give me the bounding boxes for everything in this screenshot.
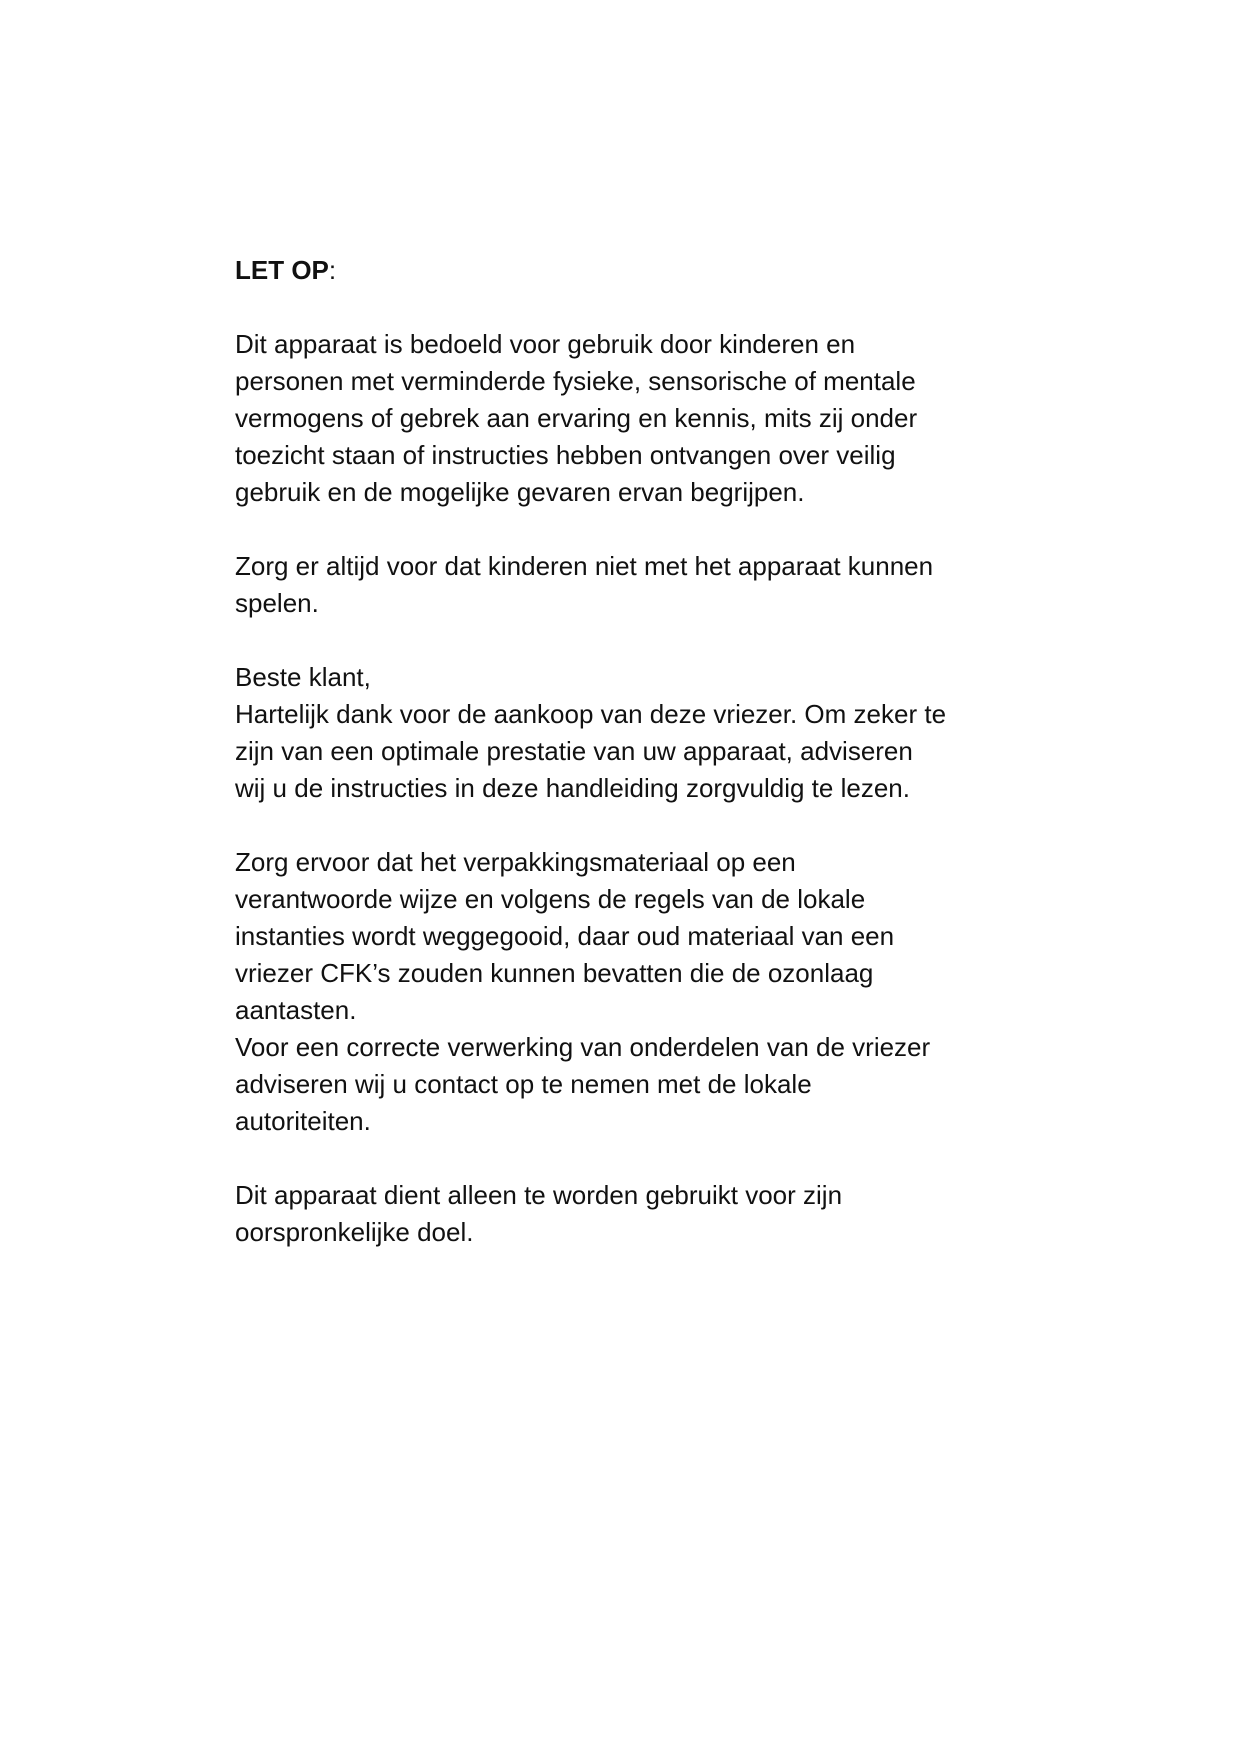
- warning-heading-label: LET OP: [235, 255, 329, 285]
- text-line: aantasten.: [235, 995, 357, 1025]
- text-line: instanties wordt weggegooid, daar oud materiaal van een: [235, 921, 895, 951]
- paragraph-disposal: [235, 844, 1035, 1140]
- text-line: Zorg er altijd voor dat kinderen niet met het apparaat kunnen: [235, 551, 934, 581]
- text-line: gebruik en de mogelijke gevaren ervan begrijpen.: [235, 477, 805, 507]
- text-line: personen met verminderde fysieke, sensorische of mentale: [235, 366, 916, 396]
- text-line: adviseren wij u contact op te nemen met de lokale: [235, 1069, 812, 1099]
- text-line: Dit apparaat dient alleen te worden gebruikt voor zijn: [235, 1180, 843, 1210]
- text-line: spelen.: [235, 588, 319, 618]
- text-line: Dit apparaat is bedoeld voor gebruik door kinderen en: [235, 329, 856, 359]
- paragraph-intended-use: [235, 1177, 1035, 1251]
- paragraph-children-warning: [235, 548, 1035, 622]
- text-line: Voor een correcte verwerking van onderdelen van de vriezer: [235, 1032, 931, 1062]
- text-line: toezicht staan of instructies hebben ontvangen over veilig: [235, 440, 896, 470]
- text-line: vermogens of gebrek aan ervaring en kennis, mits zij onder: [235, 403, 918, 433]
- warning-heading: [235, 252, 1035, 289]
- text-line: Zorg ervoor dat het verpakkingsmateriaal op een: [235, 847, 796, 877]
- text-line: autoriteiten.: [235, 1106, 371, 1136]
- warning-heading-colon: :: [328, 255, 337, 285]
- text-line: oorspronkelijke doel.: [235, 1217, 474, 1247]
- paragraph-usage-warning: [235, 326, 1035, 511]
- document-body: [235, 252, 1035, 1251]
- text-line: Hartelijk dank voor de aankoop van deze vriezer. Om zeker te: [235, 699, 947, 729]
- text-line: verantwoorde wijze en volgens de regels van de lokale: [235, 884, 866, 914]
- paragraph-greeting: [235, 659, 1035, 807]
- text-line: zijn van een optimale prestatie van uw apparaat, adviseren: [235, 736, 913, 766]
- text-line: wij u de instructies in deze handleiding zorgvuldig te lezen.: [235, 773, 910, 803]
- text-line: vriezer CFK’s zouden kunnen bevatten die de ozonlaag: [235, 958, 874, 988]
- text-line: Beste klant,: [235, 662, 371, 692]
